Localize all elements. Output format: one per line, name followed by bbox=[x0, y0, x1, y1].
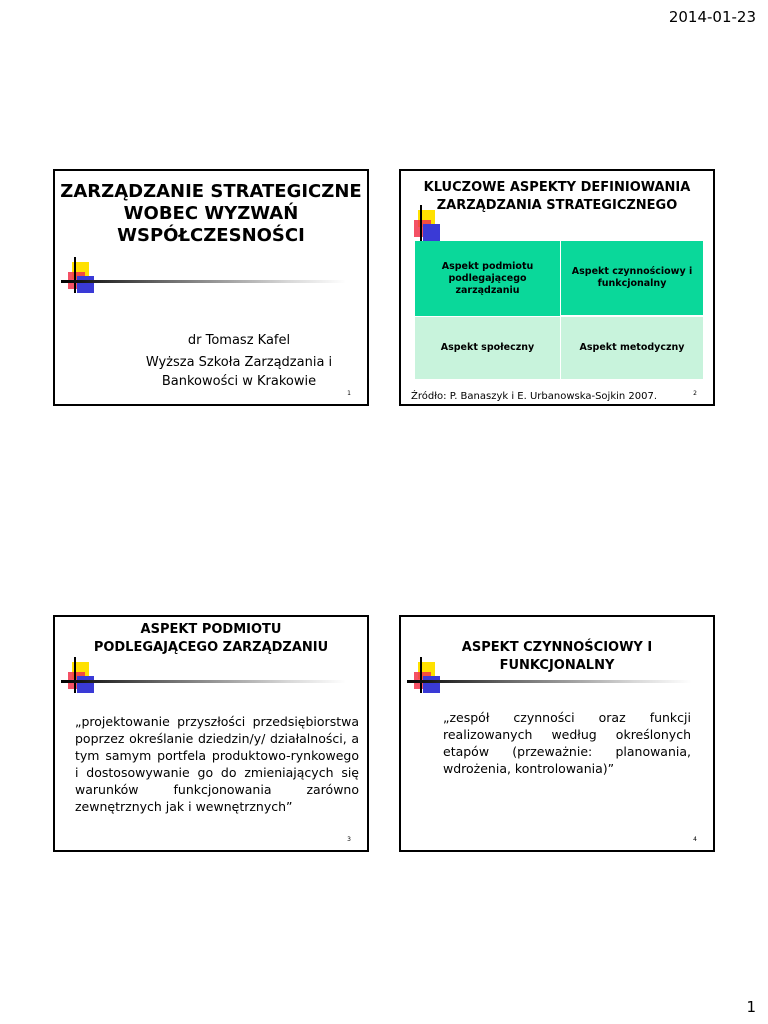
slide-2-number: 2 bbox=[693, 390, 697, 397]
slide-2-source: Źródło: P. Banaszyk i E. Urbanowska-Sojkin 2007. bbox=[411, 391, 658, 402]
slide-4 bbox=[399, 615, 715, 852]
slide-2-decoration bbox=[407, 205, 707, 241]
slide-4-quote: „zespół czynności oraz funkcji realizowanych według określonych etapów (przeważnie: planowania, wdrożenia, kontrolowania)” bbox=[443, 710, 691, 776]
slide-3 bbox=[53, 615, 369, 852]
page-number: 1 bbox=[746, 998, 756, 1016]
page-date: 2014-01-23 bbox=[668, 8, 756, 26]
slide-1-decoration bbox=[61, 257, 361, 293]
slide-1 bbox=[53, 169, 369, 406]
slide-4-title: ASPEKT CZYNNOŚCIOWY I FUNKCJONALNY bbox=[461, 640, 653, 673]
slide-1-title: ZARZĄDZANIE STRATEGICZNE WOBEC WYZWAŃ WSPÓŁCZESNOŚCI bbox=[60, 181, 362, 246]
slide-3-title: ASPEKT PODMIOTU PODLEGAJĄCEGO ZARZĄDZANIU bbox=[93, 622, 329, 655]
aspect-cell-spoleczny: Aspekt społeczny bbox=[415, 316, 561, 379]
slide-2 bbox=[399, 169, 715, 406]
author-institution: Wyższa Szkoła Zarządzania i Bankowości w Krakowie bbox=[145, 355, 333, 389]
slide-2-title: KLUCZOWE ASPEKTY DEFINIOWANIA ZARZĄDZANIA STRATEGICZNEGO bbox=[423, 180, 691, 213]
slide-3-decoration bbox=[61, 657, 361, 693]
aspects-grid bbox=[415, 241, 703, 379]
slide-1-number: 1 bbox=[347, 390, 351, 397]
slide-4-number: 4 bbox=[693, 836, 697, 843]
slide-4-decoration bbox=[407, 657, 707, 693]
slide-3-number: 3 bbox=[347, 836, 351, 843]
author-name: dr Tomasz Kafel bbox=[187, 333, 291, 348]
aspect-cell-czynnosciowy: Aspekt czynnościowy i funkcjonalny bbox=[561, 241, 703, 316]
slide-3-quote: „projektowanie przyszłości przedsiębiorstwa poprzez określanie dziedzin/y/ działalności, a tym samym portfela produktowo-rynkowego i dostosowywanie go do zmieniających się warunków funkcjonowania zarówno zewnętrznych jak i wewnętrznych” bbox=[75, 714, 359, 814]
aspect-cell-metodyczny: Aspekt metodyczny bbox=[561, 316, 703, 379]
slide-1-author-block bbox=[125, 331, 353, 391]
aspect-cell-podmiotu: Aspekt podmiotu podlegającego zarządzaniu bbox=[415, 241, 561, 316]
